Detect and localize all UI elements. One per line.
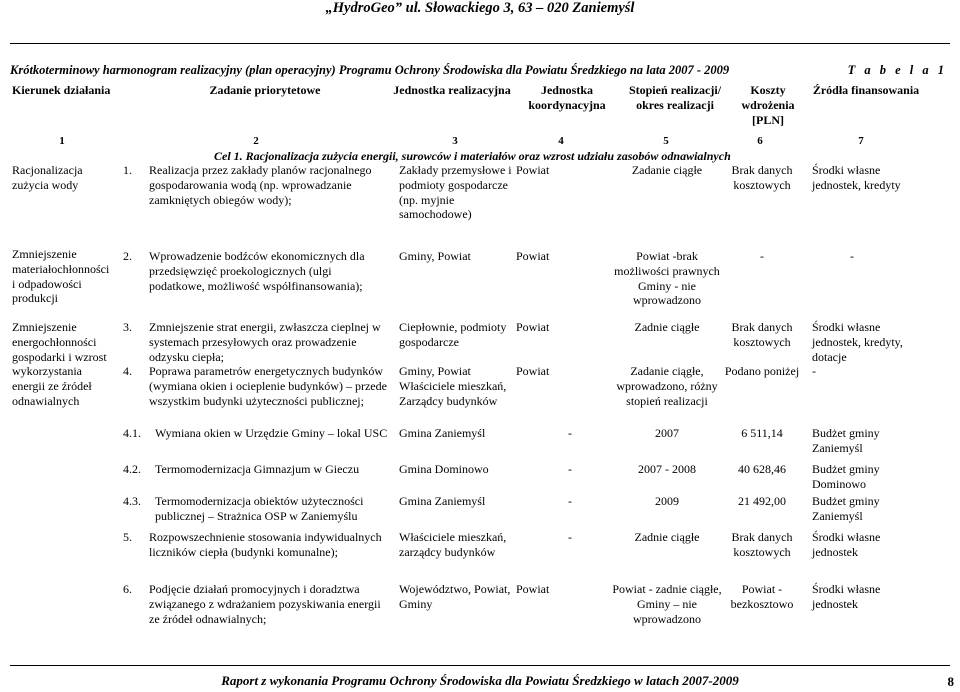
task-number: 5. [123, 530, 132, 544]
column-header-coordinator: Jednostka koordynacyjna [528, 83, 606, 112]
footer-rule [10, 665, 950, 666]
column-number: 6 [757, 135, 763, 147]
direction-energy: Zmniejszenie energochłonności gospodarki i wzrost wykorzystania energii ze źródeł odnawialnych [12, 320, 107, 408]
coordinator-cell: - [568, 494, 572, 508]
task-text: Wprowadzenie bodźców ekonomicznych dla przedsięwzięć proekologicznych (ulgi podatkowe, możliwość współfinansowania); [149, 249, 365, 293]
task-number: 4.3. [123, 494, 141, 508]
unit-cell: Właściciele mieszkań, zarządcy budynków [399, 530, 507, 559]
task-text: Termomodernizacja Gimnazjum w Gieczu [155, 462, 360, 476]
unit-cell: Gmina Dominowo [399, 462, 489, 476]
cost-cell: Powiat - bezkosztowo [730, 582, 794, 611]
table-row [123, 249, 388, 293]
status-cell: Zadnie ciągłe [634, 320, 700, 334]
source-cell: Budżet gminy Zaniemyśl [812, 426, 880, 455]
status-cell: Zadanie ciągłe, wprowadzono, różny stopień realizacji [616, 364, 718, 408]
coordinator-cell: Powiat [516, 364, 550, 378]
status-cell: Powiat -brak możliwości prawnych Gminy - nie wprowadzono [614, 249, 720, 308]
column-header-direction: Kierunek działania [12, 83, 111, 97]
document-title: Krótkoterminowy harmonogram realizacyjny (plan operacyjny) Programu Ochrony Środowiska dla Powiatu Średzkiego na lata 2007 - 2009 [10, 63, 730, 77]
status-cell: Powiat - zadnie ciągłe, Gminy – nie wprowadzono [612, 582, 722, 626]
source-cell: Środki własne jednostek [812, 530, 881, 559]
unit-cell: Gmina Zaniemyśl [399, 494, 486, 508]
task-text: Podjęcie działań promocyjnych i doradztwa związanego z wdrażaniem pozyskiwania energii ze źródeł odnawialnych; [149, 582, 381, 626]
cost-cell: Podano poniżej [724, 364, 800, 378]
task-number: 6. [123, 582, 132, 596]
coordinator-cell: - [568, 462, 572, 476]
status-cell: 2007 [655, 426, 679, 440]
column-number: 5 [663, 135, 669, 147]
column-number: 4 [558, 135, 564, 147]
report-footer: Raport z wykonania Programu Ochrony Środowiska dla Powiatu Średzkiego w latach 2007-2009 [221, 673, 739, 688]
status-cell: 2009 [655, 494, 679, 508]
table-row [123, 462, 388, 477]
direction-water: Racjonalizacja zużycia wody [12, 163, 83, 192]
task-number: 1. [123, 163, 132, 177]
task-text: Zmniejszenie strat energii, zwłaszcza cieplnej w systemach przesyłowych oraz prowadzenie odzysku ciepła; [149, 320, 381, 364]
task-number: 3. [123, 320, 132, 334]
cost-cell: 40 628,46 [738, 462, 786, 476]
status-cell: 2007 - 2008 [638, 462, 696, 476]
source-cell: Budżet gminy Dominowo [812, 462, 880, 491]
page-number: 8 [947, 674, 954, 689]
unit-cell: Gminy, Powiat Właściciele mieszkań, Zarządcy budynków [399, 364, 507, 408]
unit-cell: Ciepłownie, podmioty gospodarcze [399, 320, 507, 349]
cost-cell: Brak danych kosztowych [731, 320, 793, 349]
coordinator-cell: Powiat [516, 582, 550, 596]
table-row [123, 163, 388, 207]
column-header-task: Zadanie priorytetowe [209, 83, 321, 97]
unit-cell: Zakłady przemysłowe i podmioty gospodarcze (np. myjnie samochodowe) [399, 163, 512, 222]
goal-heading: Cel 1. Racjonalizacja zużycia energii, surowców i materiałów oraz wzrost udziału zasobów odnawialnych [214, 149, 731, 163]
table-row [123, 364, 388, 408]
source-cell: - [812, 364, 816, 378]
company-header: „HydroGeo” ul. Słowackiego 3, 63 – 020 Zaniemyśl [325, 0, 635, 16]
column-header-cost: Koszty wdrożenia [PLN] [741, 83, 795, 127]
coordinator-cell: - [568, 530, 572, 544]
table-row [123, 426, 388, 441]
source-cell: Budżet gminy Zaniemyśl [812, 494, 880, 523]
task-text: Rozpowszechnienie stosowania indywidualnych liczników ciepła (budynki komunalne); [149, 530, 382, 559]
cost-cell: Brak danych kosztowych [731, 530, 793, 559]
column-number: 7 [858, 135, 864, 147]
coordinator-cell: Powiat [516, 249, 550, 263]
status-cell: Zadnie ciągłe [634, 530, 700, 544]
task-text: Termomodernizacja obiektów użyteczności publicznej – Strażnica OSP w Zaniemyślu [155, 494, 364, 523]
table-label: T a b e l a 1 [847, 63, 947, 77]
column-header-status: Stopień realizacji/ okres realizacji [628, 83, 722, 112]
task-number: 4. [123, 364, 132, 378]
table-row [123, 320, 388, 364]
header-rule [10, 43, 950, 44]
column-number: 3 [452, 135, 458, 147]
direction-materials: Zmniejszenie materiałochłonności i odpadowości produkcji [12, 247, 110, 306]
task-text: Realizacja przez zakłady planów racjonalnego gospodarowania wodą (np. wprowadzanie zamkniętych obiegów wody); [149, 163, 372, 207]
column-number: 1 [59, 135, 65, 147]
coordinator-cell: - [568, 426, 572, 440]
table-row [123, 494, 388, 524]
task-text: Poprawa parametrów energetycznych budynków (wymiana okien i ocieplenie budynków) – przede wszystkim budynki użyteczności publicznej; [149, 364, 387, 408]
unit-cell: Gmina Zaniemyśl [399, 426, 486, 440]
source-cell: Środki własne jednostek, kredyty [812, 163, 901, 192]
source-cell: Środki własne jednostek [812, 582, 881, 611]
column-header-source: Źródła finansowania [812, 83, 920, 97]
task-number: 4.1. [123, 426, 141, 440]
task-text: Wymiana okien w Urzędzie Gminy – lokal USC [155, 426, 388, 440]
cost-cell: 6 511,14 [741, 426, 783, 440]
coordinator-cell: Powiat [516, 163, 550, 177]
unit-cell: Gminy, Powiat [399, 249, 471, 263]
table-row [123, 582, 388, 626]
source-cell: - [850, 249, 854, 263]
task-number: 4.2. [123, 462, 141, 476]
task-number: 2. [123, 249, 132, 263]
column-header-unit: Jednostka realizacyjna [393, 83, 511, 97]
cost-cell: - [760, 249, 764, 263]
table-row [123, 530, 388, 560]
cost-cell: 21 492,00 [738, 494, 786, 508]
status-cell: Zadanie ciągłe [631, 163, 703, 177]
column-number: 2 [253, 135, 259, 147]
coordinator-cell: Powiat [516, 320, 550, 334]
source-cell: Środki własne jednostek, kredyty, dotacje [812, 320, 903, 364]
unit-cell: Województwo, Powiat, Gminy [399, 582, 511, 611]
cost-cell: Brak danych kosztowych [731, 163, 793, 192]
